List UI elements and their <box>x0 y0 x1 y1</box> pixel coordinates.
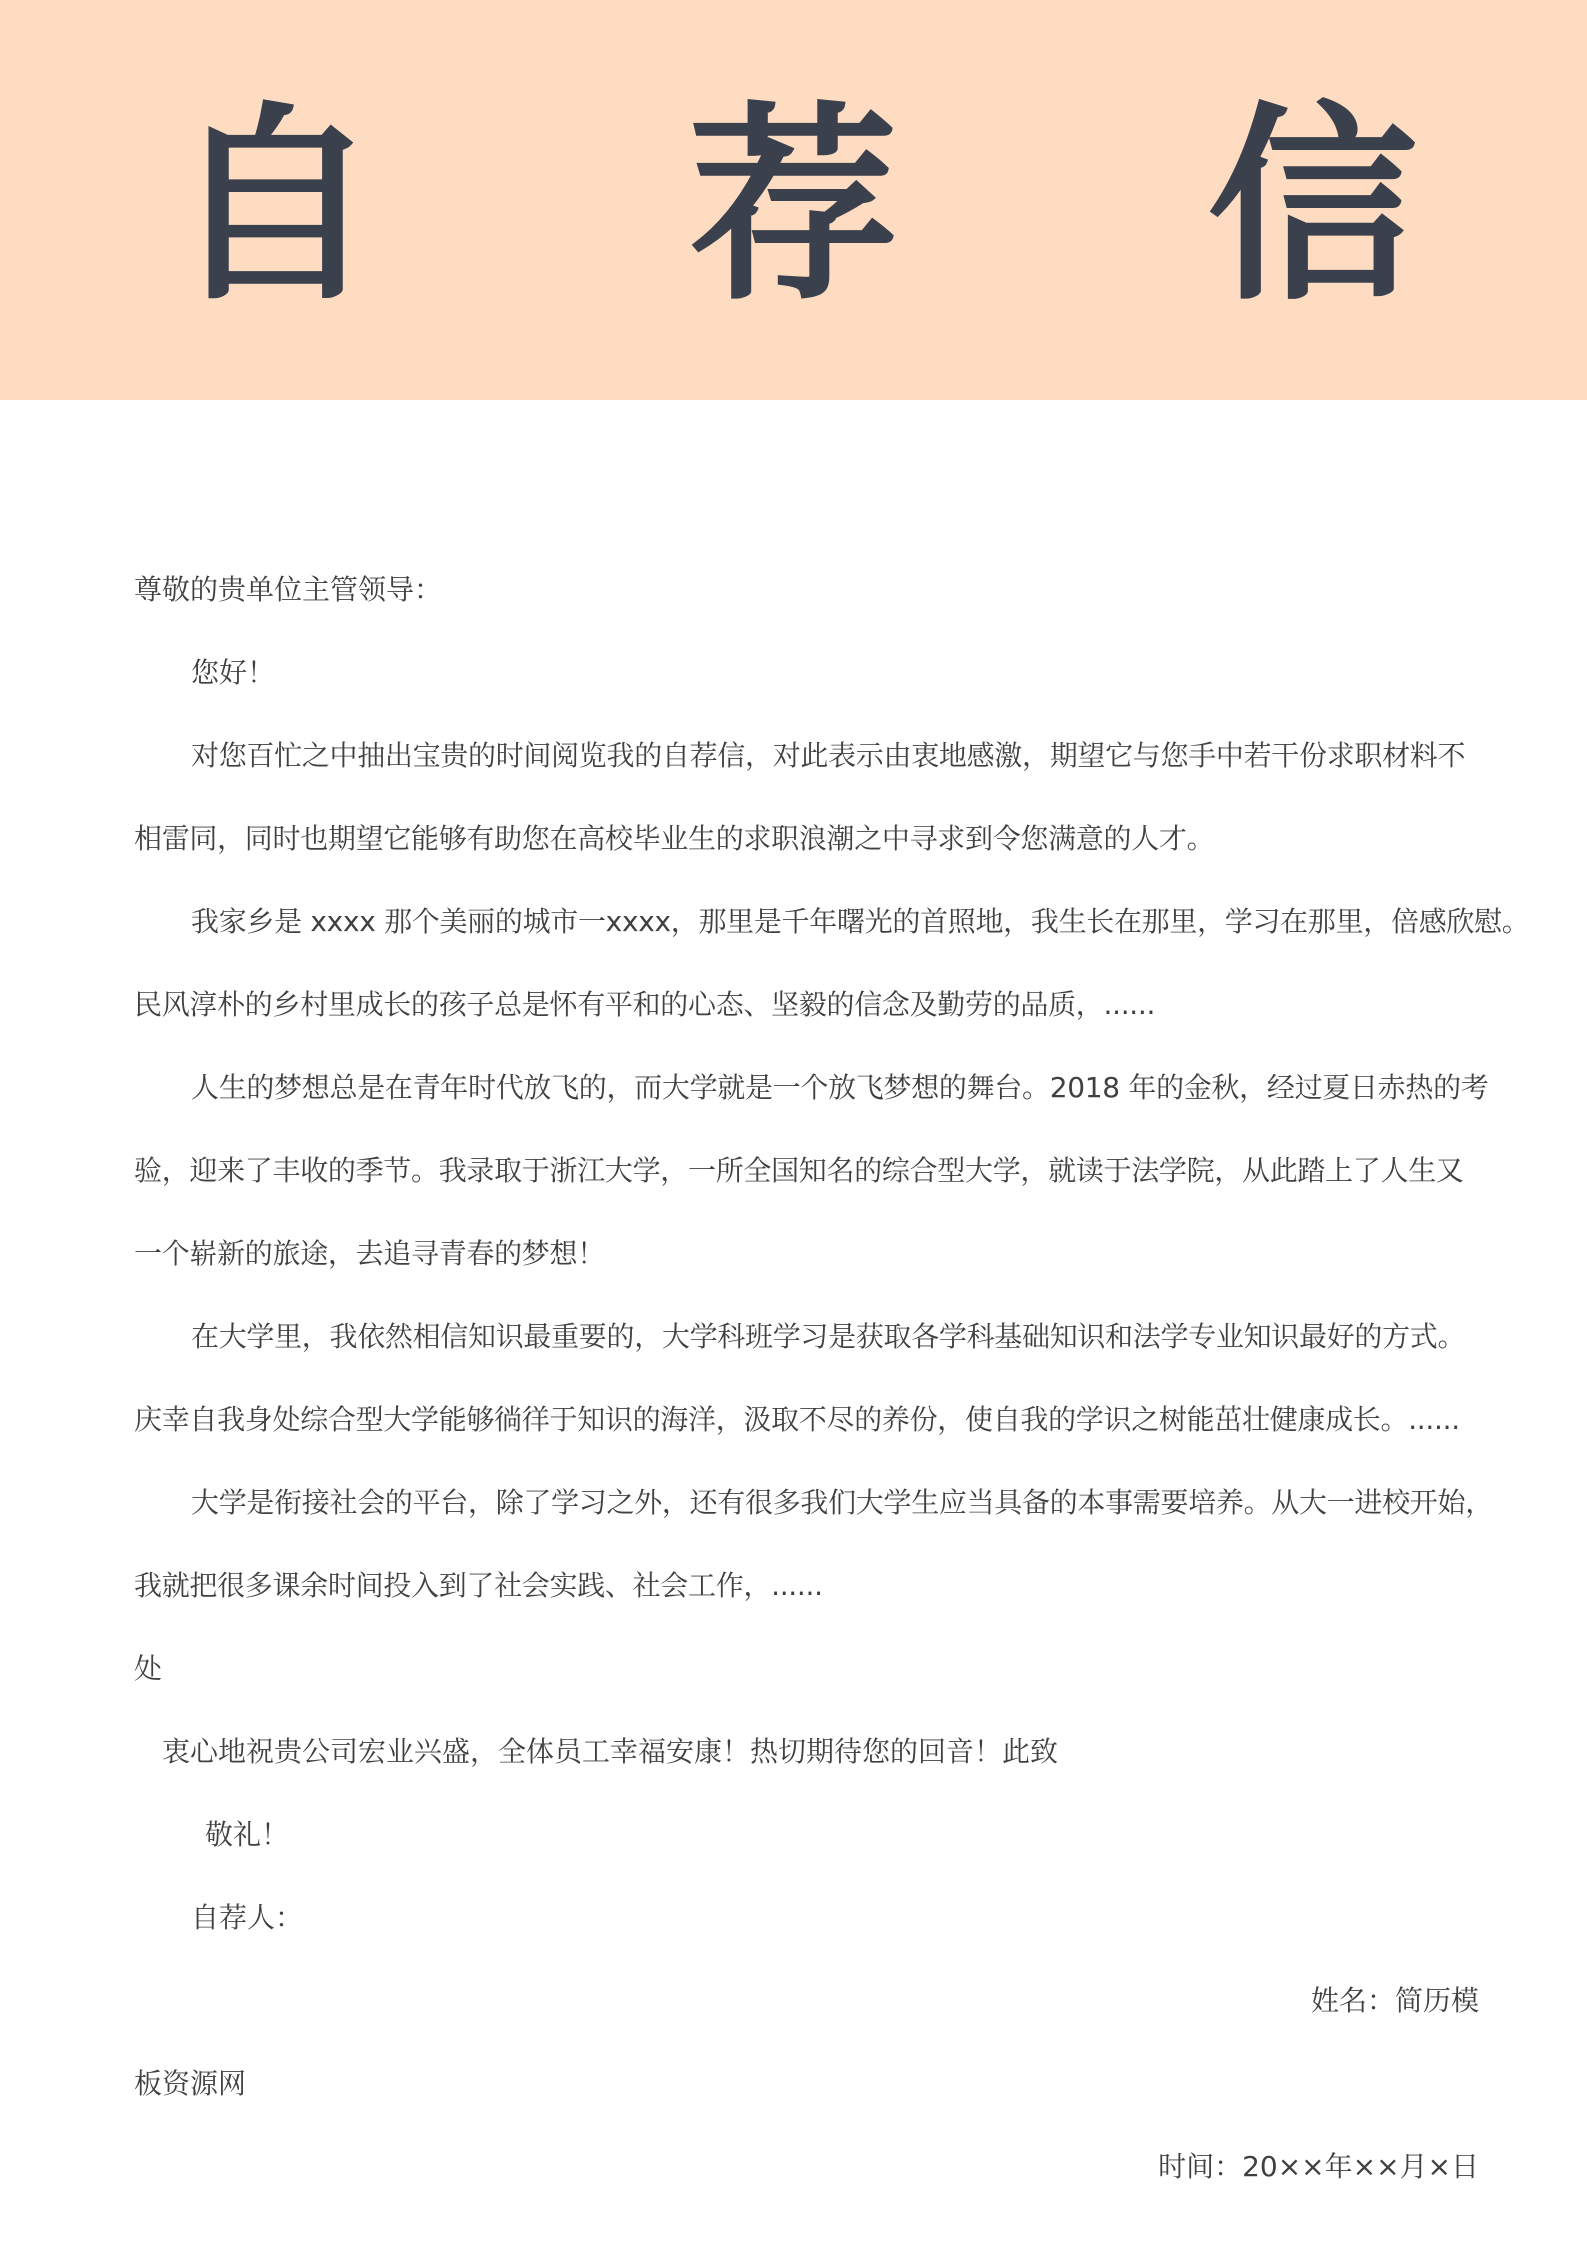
signer-label: 自荐人： <box>191 1901 304 1934</box>
letter-body <box>134 560 1530 2220</box>
paragraph-2-line-1: 我家乡是 xxxx 那个美丽的城市一xxxx，那里是千年曙光的首照地，我生长在那里，学习在那里，倍感欣慰。 <box>191 905 1530 938</box>
paragraph-3-line-3: 一个崭新的旅途，去追寻青春的梦想！ <box>134 1237 605 1270</box>
closing-wish: 衷心地祝贵公司宏业兴盛，全体员工幸福安康！热切期待您的回音！此致 <box>162 1735 1059 1768</box>
paragraph-5-line-1: 大学是衔接社会的平台，除了学习之外，还有很多我们大学生应当具备的本事需要培养。从大一进校开始， <box>191 1486 1493 1519</box>
salutation: 尊敬的贵单位主管领导： <box>134 573 443 606</box>
letter-date: 时间：20××年××月×日 <box>1158 2150 1479 2183</box>
signer-name-continued: 板资源网 <box>134 2067 247 2100</box>
paragraph-5-line-2: 我就把很多课余时间投入到了社会实践、社会工作，...... <box>134 1569 823 1602</box>
signer-name: 姓名：简历模 <box>1310 1984 1479 2017</box>
regards: 敬礼！ <box>205 1818 290 1851</box>
paragraph-3-line-2: 验，迎来了丰收的季节。我录取于浙江大学，一所全国知名的综合型大学，就读于法学院，从此踏上了人生又 <box>134 1154 1464 1187</box>
greeting: 您好！ <box>191 656 276 689</box>
paragraph-3-line-1: 人生的梦想总是在青年时代放飞的，而大学就是一个放飞梦想的舞台。2018 年的金秋，经过夏日赤热的考 <box>191 1071 1489 1104</box>
page-title: 自 荐 信 <box>169 84 1536 329</box>
paragraph-1-line-1: 对您百忙之中抽出宝贵的时间阅览我的自荐信，对此表示由衷地感激，期望它与您手中若干份求职材料不 <box>191 739 1466 772</box>
paragraph-4-line-1: 在大学里，我依然相信知识最重要的，大学科班学习是获取各学科基础知识和法学专业知识最好的方式。 <box>191 1320 1466 1353</box>
paragraph-2-line-2: 民风淳朴的乡村里成长的孩子总是怀有平和的心态、坚毅的信念及勤劳的品质，...... <box>134 988 1156 1021</box>
paragraph-1-line-2: 相雷同，同时也期望它能够有助您在高校毕业生的求职浪潮之中寻求到令您满意的人才。 <box>134 822 1215 855</box>
paragraph-4-line-2: 庆幸自我身处综合型大学能够徜徉于知识的海洋，汲取不尽的养份，使自我的学识之树能茁壮健康成长。...... <box>134 1403 1460 1436</box>
text-fragment: 处 <box>134 1652 163 1685</box>
